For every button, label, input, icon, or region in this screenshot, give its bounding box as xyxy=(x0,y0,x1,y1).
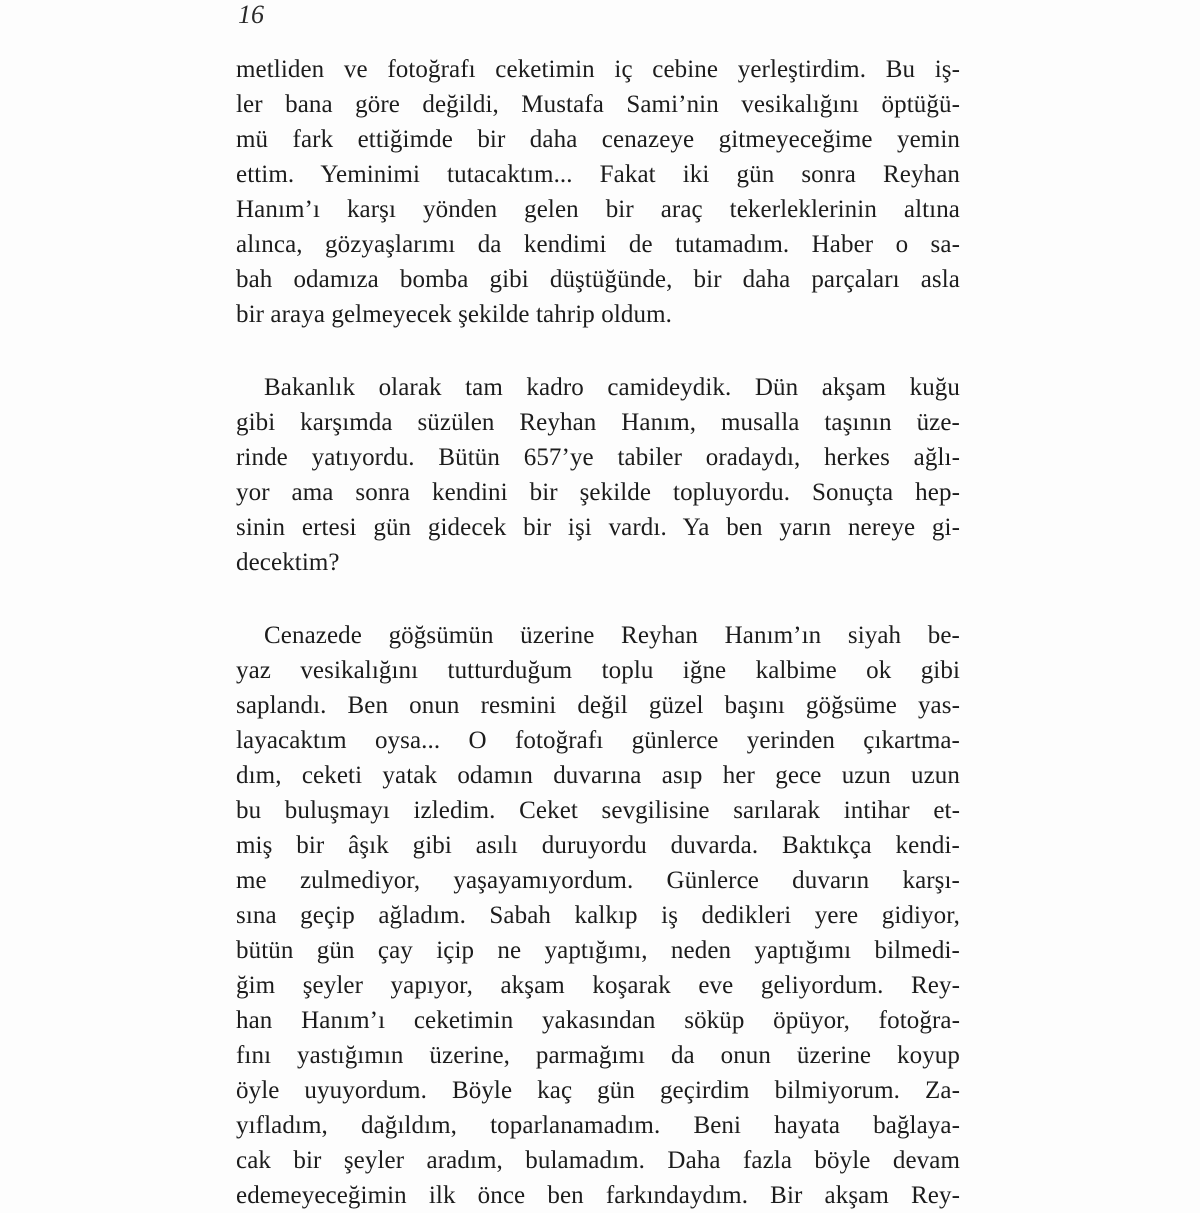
text-line: bah odamıza bomba gibi düştüğünde, bir daha parçaları asla xyxy=(236,266,960,293)
text-line: sına geçip ağladım. Sabah kalkıp iş dedikleri yere gidiyor, xyxy=(236,902,960,929)
text-line: dım, ceketi yatak odamın duvarına asıp her gece uzun uzun xyxy=(236,762,960,789)
text-line: bir araya gelmeyecek şekilde tahrip oldum. xyxy=(236,301,672,328)
paragraph xyxy=(236,52,960,332)
text-line: decektim? xyxy=(236,549,340,576)
text-line: Bakanlık olarak tam kadro camideydik. Dün akşam kuğu xyxy=(264,374,960,401)
text-line: yıfladım, dağıldım, toparlanamadım. Beni hayata bağlaya- xyxy=(236,1112,960,1139)
text-line: ettim. Yeminimi tutacaktım... Fakat iki gün sonra Reyhan xyxy=(236,161,960,188)
text-line: edemeyeceğimin ilk önce ben farkındaydım. Bir akşam Rey- xyxy=(236,1182,960,1209)
page-number: 16 xyxy=(238,0,264,29)
text-line: rinde yatıyordu. Bütün 657’ye tabiler oradaydı, herkes ağlı- xyxy=(236,444,960,471)
text-line: gibi karşımda süzülen Reyhan Hanım, musalla taşının üze- xyxy=(236,409,960,436)
text-line: bütün gün çay içip ne yaptığımı, neden yaptığımı bilmedi- xyxy=(236,937,960,964)
text-line: fını yastığımın üzerine, parmağımı da onun üzerine koyup xyxy=(236,1042,960,1069)
text-line: mü fark ettiğimde bir daha cenazeye gitmeyeceğime yemin xyxy=(236,126,960,153)
text-line: yor ama sonra kendini bir şekilde topluyordu. Sonuçta hep- xyxy=(236,479,960,506)
text-line: Hanım’ı karşı yönden gelen bir araç tekerleklerinin altına xyxy=(236,196,960,223)
paragraph xyxy=(236,370,960,580)
text-line: ğim şeyler yapıyor, akşam koşarak eve geliyordum. Rey- xyxy=(236,972,960,999)
text-line: alınca, gözyaşlarımı da kendimi de tutamadım. Haber o sa- xyxy=(236,231,960,258)
text-line: layacaktım oysa... O fotoğrafı günlerce yerinden çıkartma- xyxy=(236,727,960,754)
text-line: bu buluşmayı izledim. Ceket sevgilisine sarılarak intihar et- xyxy=(236,797,960,824)
paragraph xyxy=(236,618,960,1213)
text-line: cak bir şeyler aradım, bulamadım. Daha fazla böyle devam xyxy=(236,1147,960,1174)
text-line: öyle uyuyordum. Böyle kaç gün geçirdim bilmiyorum. Za- xyxy=(236,1077,960,1104)
text-line: yaz vesikalığını tutturduğum toplu iğne kalbime ok gibi xyxy=(236,657,960,684)
text-line: Cenazede göğsümün üzerine Reyhan Hanım’ın siyah be- xyxy=(264,622,960,649)
text-line: sinin ertesi gün gidecek bir işi vardı. Ya ben yarın nereye gi- xyxy=(236,514,960,541)
text-line: saplandı. Ben onun resmini değil güzel başını göğsüme yas- xyxy=(236,692,960,719)
text-line: ler bana göre değildi, Mustafa Sami’nin vesikalığını öptüğü- xyxy=(236,91,960,118)
text-line: han Hanım’ı ceketimin yakasından söküp öpüyor, fotoğra- xyxy=(236,1007,960,1034)
text-line: me zulmediyor, yaşayamıyordum. Günlerce duvarın karşı- xyxy=(236,867,960,894)
page-text-block xyxy=(236,52,960,1213)
text-line: metliden ve fotoğrafı ceketimin iç cebine yerleştirdim. Bu iş- xyxy=(236,56,960,83)
text-line: miş bir âşık gibi asılı duruyordu duvarda. Baktıkça kendi- xyxy=(236,832,960,859)
